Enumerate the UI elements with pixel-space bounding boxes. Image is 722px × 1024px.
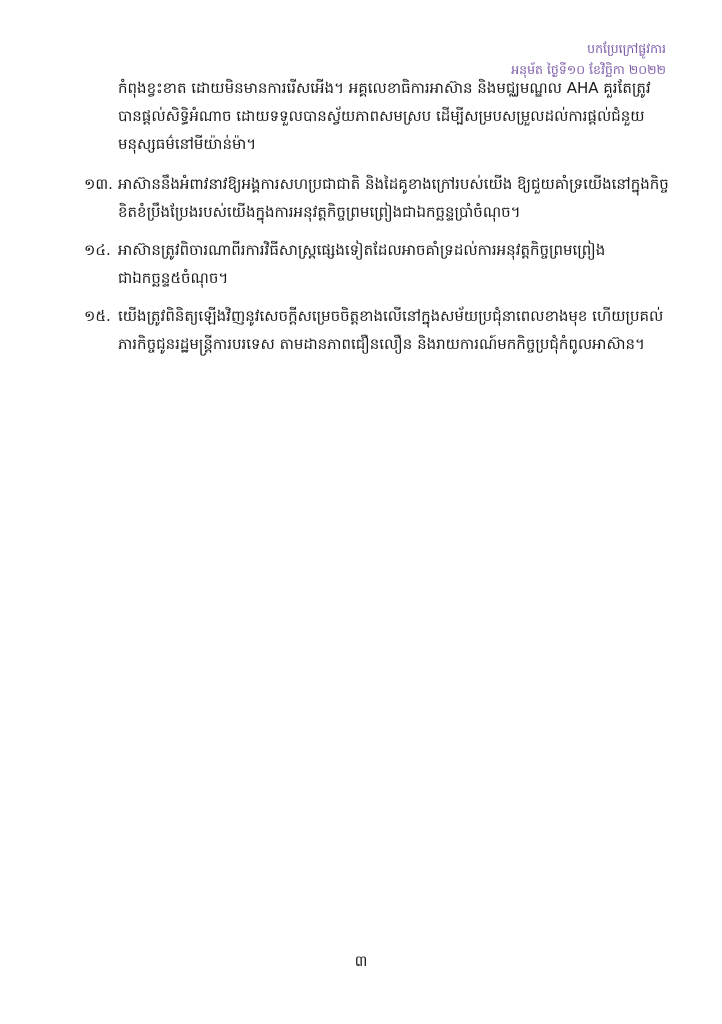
document-body <box>84 74 670 368</box>
item-text: យើងត្រូវពិនិត្យឡើងវិញនូវសេចក្តីសម្រេចចិត្តខាងលើនៅក្នុងសម័យប្រជុំនាពេលខាងមុខ ហើយប្រគល់ភារកិច្ចជូនរដ្ឋមន្ត្រីការបរទេស តាមដានភាពជឿនលឿន និងរាយការណ៍មកកិច្ចប្រជុំកំពូលអាស៊ាន។ <box>118 307 664 353</box>
item-number: ១៣. <box>84 175 113 193</box>
page-number: ៣ <box>354 952 368 970</box>
numbered-item <box>84 302 670 358</box>
item-text: អាស៊ាននឹងអំពាវនាវឱ្យអង្គការសហប្រជាជាតិ និងដៃគូខាងក្រៅរបស់យើង ឱ្យជួយគាំទ្រយើងនៅក្នុងកិច្ចខិតខំប្រឹងប្រែងរបស់យើងក្នុងការអនុវត្តកិច្ចព្រមព្រៀងជាឯកច្ឆន្ទប្រាំចំណុច។ <box>118 175 669 221</box>
numbered-item <box>84 236 670 292</box>
header-line-adoption-date: អនុម័ត ថ្ងៃទី១០ ខែវិច្ឆិកា ២០២២ <box>511 62 666 77</box>
item-text: អាស៊ានត្រូវពិចារណាពីរការវិធីសាស្ត្រផ្សេងទៀតដែលអាចគាំទ្រដល់ការអនុវត្តកិច្ចព្រមព្រៀងជាឯកច្ឆន្ទ៥ចំណុច។ <box>118 241 606 287</box>
header-line-translation-note: បកប្រែក្រៅផ្លូវការ <box>587 41 666 56</box>
item-number: ១៥. <box>84 307 111 325</box>
continuation-paragraph: កំពុងខ្វះខាត ដោយមិនមានការរើសអើង។ អគ្គលេខាធិការអាស៊ាន និងមជ្ឈមណ្ឌល AHA គួរតែត្រូវបានផ្តល់សិទ្ធិអំណាច ដោយទទួលបានស្វ័យភាពសមស្រប ដើម្បីសម្របសម្រួលដល់ការផ្តល់ជំនួយមនុស្សធម៌នៅមីយ៉ាន់ម៉ា។ <box>118 79 651 153</box>
numbered-item <box>84 170 670 226</box>
item-number: ១៤. <box>84 241 111 259</box>
